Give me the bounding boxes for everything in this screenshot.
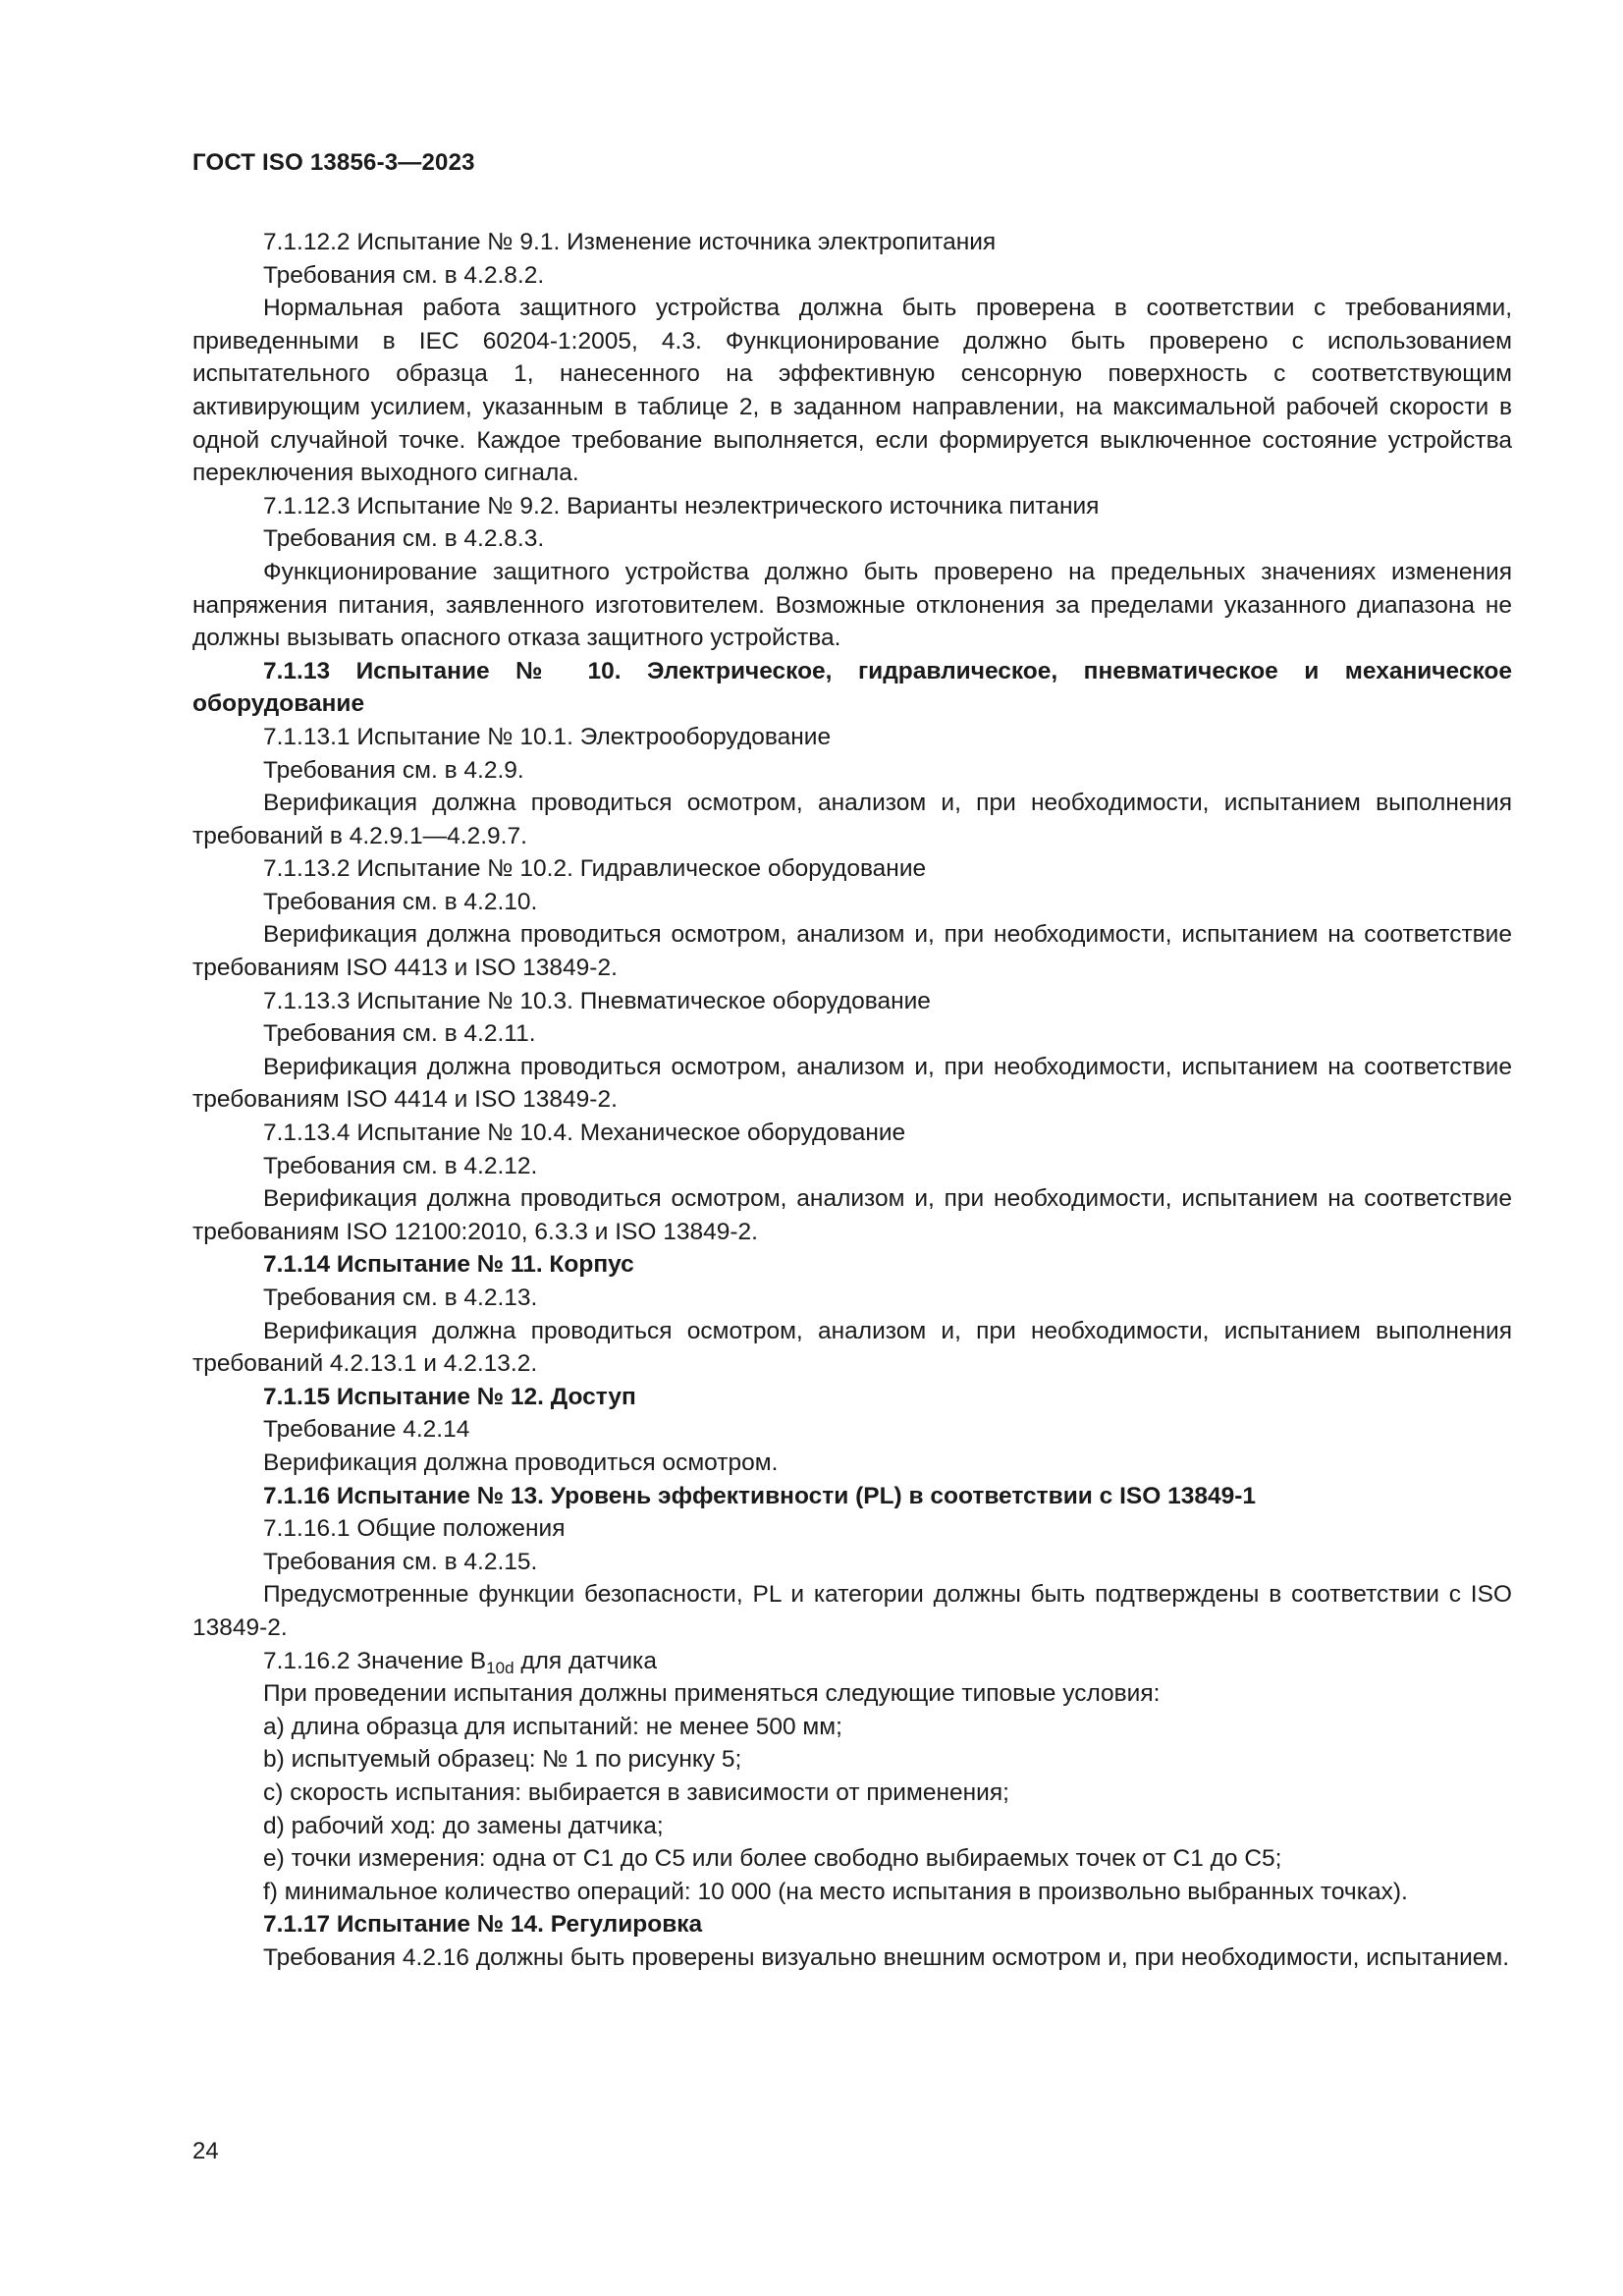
requirement-ref: Требования см. в 4.2.8.2. <box>263 261 545 289</box>
requirement-ref: Требования см. в 4.2.9. <box>263 756 524 784</box>
clause-heading-7-1-16: 7.1.16 Испытание № 13. Уровень эффективности (PL) в соответствии с ISO 13849-1 <box>263 1482 1257 1509</box>
clause-7-1-12-2: 7.1.12.2 Испытание № 9.1. Изменение источника электропитания <box>263 229 997 255</box>
body-paragraph: Требования 4.2.16 должны быть проверены визуально внешним осмотром и, при необходимости, испытанием. <box>263 1943 1510 1971</box>
requirement-ref: Требование 4.2.14 <box>263 1416 470 1444</box>
clause-heading-7-1-17: 7.1.17 Испытание № 14. Регулировка <box>263 1911 703 1939</box>
requirement-ref: Требования см. в 4.2.10. <box>263 888 538 915</box>
body-paragraph: Верификация должна проводиться осмотром, анализом и, при необходимости, испытанием выполнения требований 4.2.13.1 и 4.2.13.2. <box>192 1317 1512 1378</box>
list-item-a: a) длина образца для испытаний: не менее 500 мм; <box>263 1713 842 1740</box>
list-item-f: f) минимальное количество операций: 10 000 (на место испытания в произвольно выбранных точках). <box>263 1878 1408 1905</box>
b10d-prefix: 7.1.16.2 Значение B <box>263 1647 487 1674</box>
body-paragraph: Верификация должна проводиться осмотром, анализом и, при необходимости, испытанием на соответствие требованиям ISO 12100:2010, 6.3.3 и ISO 13849-2. <box>192 1185 1512 1245</box>
requirement-ref: Требования см. в 4.2.13. <box>263 1285 538 1311</box>
requirement-ref: Требования см. в 4.2.11. <box>263 1020 536 1048</box>
list-item-d: d) рабочий ход: до замены датчика; <box>263 1812 664 1839</box>
clause-heading-7-1-15: 7.1.15 Испытание № 12. Доступ <box>263 1383 636 1410</box>
requirement-ref: Требования см. в 4.2.8.3. <box>263 525 545 553</box>
clause-7-1-13-3: 7.1.13.3 Испытание № 10.3. Пневматическое оборудование <box>263 987 931 1014</box>
b10d-suffix: для датчика <box>514 1647 657 1674</box>
document-body <box>192 226 1512 1974</box>
clause-heading-7-1-14: 7.1.14 Испытание № 11. Корпус <box>263 1251 634 1279</box>
page-number: 24 <box>192 2138 219 2164</box>
body-paragraph: Предусмотренные функции безопасности, PL и категории должны быть подтверждены в соответствии с ISO 13849-2. <box>192 1581 1512 1641</box>
body-paragraph: Верификация должна проводиться осмотром, анализом и, при необходимости, испытанием на соответствие требованиям ISO 4413 и ISO 13849-2. <box>192 921 1512 982</box>
clause-7-1-13-2: 7.1.13.2 Испытание № 10.2. Гидравлическое оборудование <box>263 855 927 883</box>
body-paragraph: Верификация должна проводиться осмотром, анализом и, при необходимости, испытанием выполнения требований в 4.2.9.1—4.2.9.7. <box>192 790 1512 849</box>
clause-7-1-16-1: 7.1.16.1 Общие положения <box>263 1515 566 1543</box>
clause-7-1-12-3: 7.1.12.3 Испытание № 9.2. Варианты неэлектрического источника питания <box>263 492 1100 519</box>
requirement-ref: Требования см. в 4.2.15. <box>263 1548 538 1575</box>
clause-7-1-16-2 <box>192 1645 1512 1678</box>
body-paragraph: Функционирование защитного устройства должно быть проверено на предельных значениях изменения напряжения питания, заявленного изготовителем. Возможные отклонения за пределами указанного диапазона не должны вызывать опасного отказа защитного устройства. <box>192 558 1512 652</box>
list-item-e: e) точки измерения: одна от С1 до С5 или более свободно выбираемых точек от С1 до С5; <box>263 1845 1282 1873</box>
clause-heading-7-1-13: 7.1.13 Испытание № 10. Электрическое, гидравлическое, пневматическое и механическое оборудование <box>192 657 1512 718</box>
clause-7-1-13-1: 7.1.13.1 Испытание № 10.1. Электрооборудование <box>263 723 832 750</box>
body-paragraph: Нормальная работа защитного устройства должна быть проверена в соответствии с требованиями, приведенными в IEC 60204-1:2005, 4.3. Функционирование должно быть проверено с использованием испытательного образца 1, нанесенного на эффективную сенсорную поверхность с соответствующим активирующим усилием, указанным в таблице 2, в заданном направлении, на максимальной рабочей скорости в одной случайной точке. Каждое требование выполняется, если формируется выключенное состояние устройства переключения выходного сигнала. <box>192 295 1512 487</box>
body-paragraph: Верификация должна проводиться осмотром, анализом и, при необходимости, испытанием на соответствие требованиям ISO 4414 и ISO 13849-2. <box>192 1053 1512 1114</box>
body-paragraph: Верификация должна проводиться осмотром. <box>263 1449 779 1476</box>
list-item-c: c) скорость испытания: выбирается в зависимости от применения; <box>263 1778 1009 1806</box>
document-header: ГОСТ ISO 13856-3—2023 <box>192 149 475 176</box>
b10d-subscript: 10d <box>486 1658 514 1677</box>
requirement-ref: Требования см. в 4.2.12. <box>263 1152 538 1179</box>
list-item-b: b) испытуемый образец: № 1 по рисунку 5; <box>263 1746 742 1774</box>
clause-7-1-13-4: 7.1.13.4 Испытание № 10.4. Механическое оборудование <box>263 1120 906 1147</box>
body-paragraph: При проведении испытания должны применяться следующие типовые условия: <box>263 1680 1161 1708</box>
